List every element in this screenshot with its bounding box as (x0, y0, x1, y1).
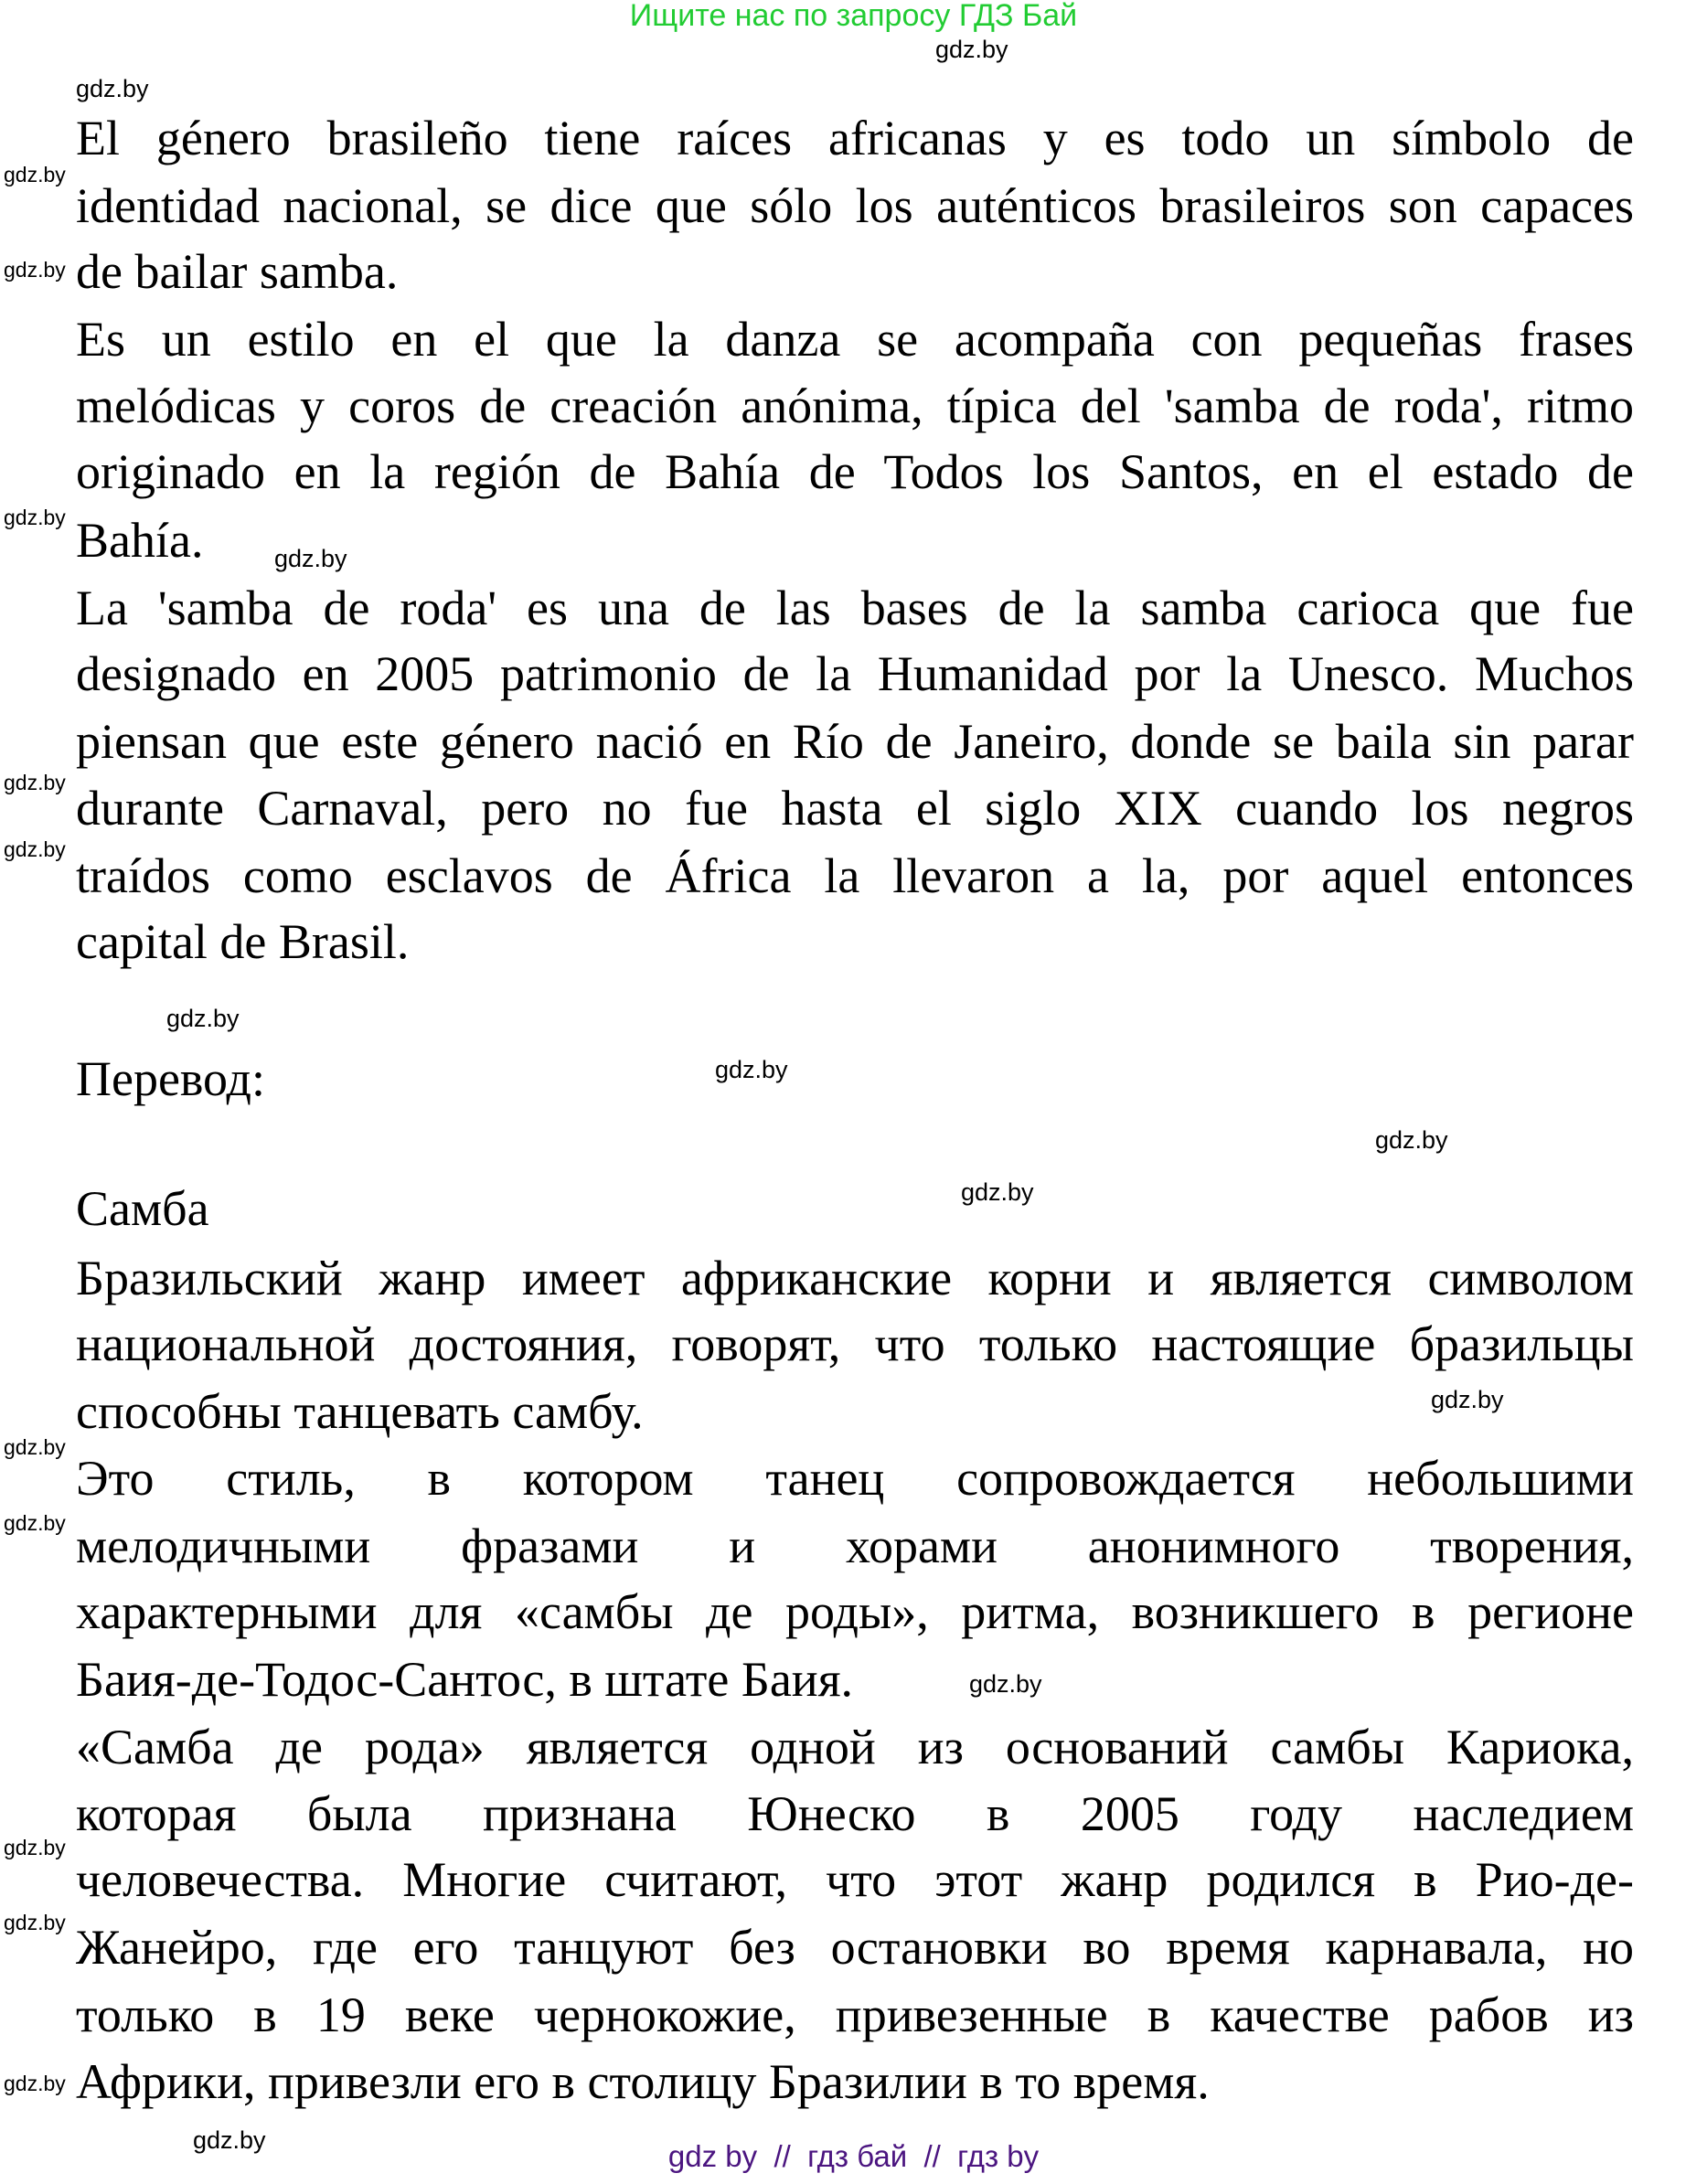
text-line: traídos como esclavos de África la llevaron a la, por aquel entonces (76, 847, 1634, 903)
text-line: Баия-де-Тодос-Сантос, в штате Баия. (76, 1652, 854, 1708)
watermark: gdz.by (4, 163, 66, 187)
text-line: La 'samba de roda' es una de las bases de la samba carioca que fue (76, 580, 1634, 635)
watermark: gdz.by (4, 506, 66, 530)
watermark: gdz.by (715, 1055, 788, 1083)
text-line: мелодичными фразами и хорами анонимного творения, (76, 1518, 1634, 1573)
text-line: de bailar samba. (76, 244, 399, 300)
translation-title: Самба (76, 1180, 209, 1236)
search-banner: Ищите нас по запросу ГДЗ Бай (629, 0, 1078, 33)
text-line: capital de Brasil. (76, 914, 410, 970)
text-line: Жанейро, где его танцуют без остановки во время карнавала, но (76, 1920, 1634, 1976)
watermark: gdz.by (4, 2071, 66, 2095)
watermark: gdz.by (4, 771, 66, 795)
text-line: Bahía. (76, 512, 204, 568)
watermark: gdz.by (4, 836, 66, 861)
text-line: «Самба де рода» является одной из оснований самбы Кариока, (76, 1720, 1634, 1775)
watermark: gdz.by (1375, 1125, 1448, 1154)
text-line: национальной достояния, говорят, что только настоящие бразильцы (76, 1316, 1634, 1372)
text-line: identidad nacional, se dice que sólo los auténticos brasileiros son capaces (76, 177, 1634, 233)
text-line: только в 19 веке чернокожие, привезенные в качестве рабов из (76, 1987, 1634, 2043)
watermark: gdz.by (76, 75, 149, 103)
watermark: gdz.by (969, 1670, 1042, 1699)
watermark: gdz.by (4, 1911, 66, 1935)
text-line: piensan que este género nació en Río de Janeiro, donde se baila sin parar (76, 714, 1634, 770)
watermark: gdz.by (961, 1177, 1034, 1206)
text-line: originado en la región de Bahía de Todos los Santos, en el estado de (76, 444, 1634, 500)
text-line: melódicas y coros de creación anónima, típica del 'samba de roda', ritmo (76, 378, 1634, 433)
text-line: El género brasileño tiene raíces africanas y es todo un símbolo de (76, 110, 1634, 165)
text-line: designado en 2005 patrimonio de la Humanidad por la Unesco. Muchos (76, 646, 1634, 702)
text-line: Es un estilo en el que la danza se acompaña con pequeñas frases (76, 312, 1634, 368)
watermark: gdz.by (935, 36, 1008, 63)
watermark: gdz.by (4, 1836, 66, 1860)
translation-heading: Перевод: (76, 1050, 265, 1106)
watermark: gdz.by (1431, 1385, 1504, 1413)
text-line: человечества. Многие считают, что этот жанр родился в Рио-де- (76, 1852, 1634, 1908)
text-line: которая была признана Юнеско в 2005 году наследием (76, 1785, 1634, 1841)
watermark: gdz.by (193, 2125, 266, 2154)
watermark: gdz.by (274, 545, 347, 573)
text-line: durante Carnaval, pero no fue hasta el siglo XIX cuando los negros (76, 780, 1634, 836)
text-line: Бразильский жанр имеет африканские корни и является символом (76, 1250, 1634, 1305)
text-line: Это стиль, в котором танец сопровождается небольшими (76, 1450, 1634, 1506)
text-line: способны танцевать самбу. (76, 1384, 644, 1440)
watermark: gdz.by (4, 1435, 66, 1460)
footer-watermark: gdz by // гдз бай // гдз by (667, 2139, 1040, 2173)
watermark: gdz.by (166, 1005, 240, 1033)
watermark: gdz.by (4, 257, 66, 282)
text-line: Африки, привезли его в столицу Бразилии в то время. (76, 2054, 1210, 2109)
watermark: gdz.by (4, 1511, 66, 1536)
text-line: характерными для «самбы де роды», ритма, возникшего в регионе (76, 1584, 1634, 1640)
